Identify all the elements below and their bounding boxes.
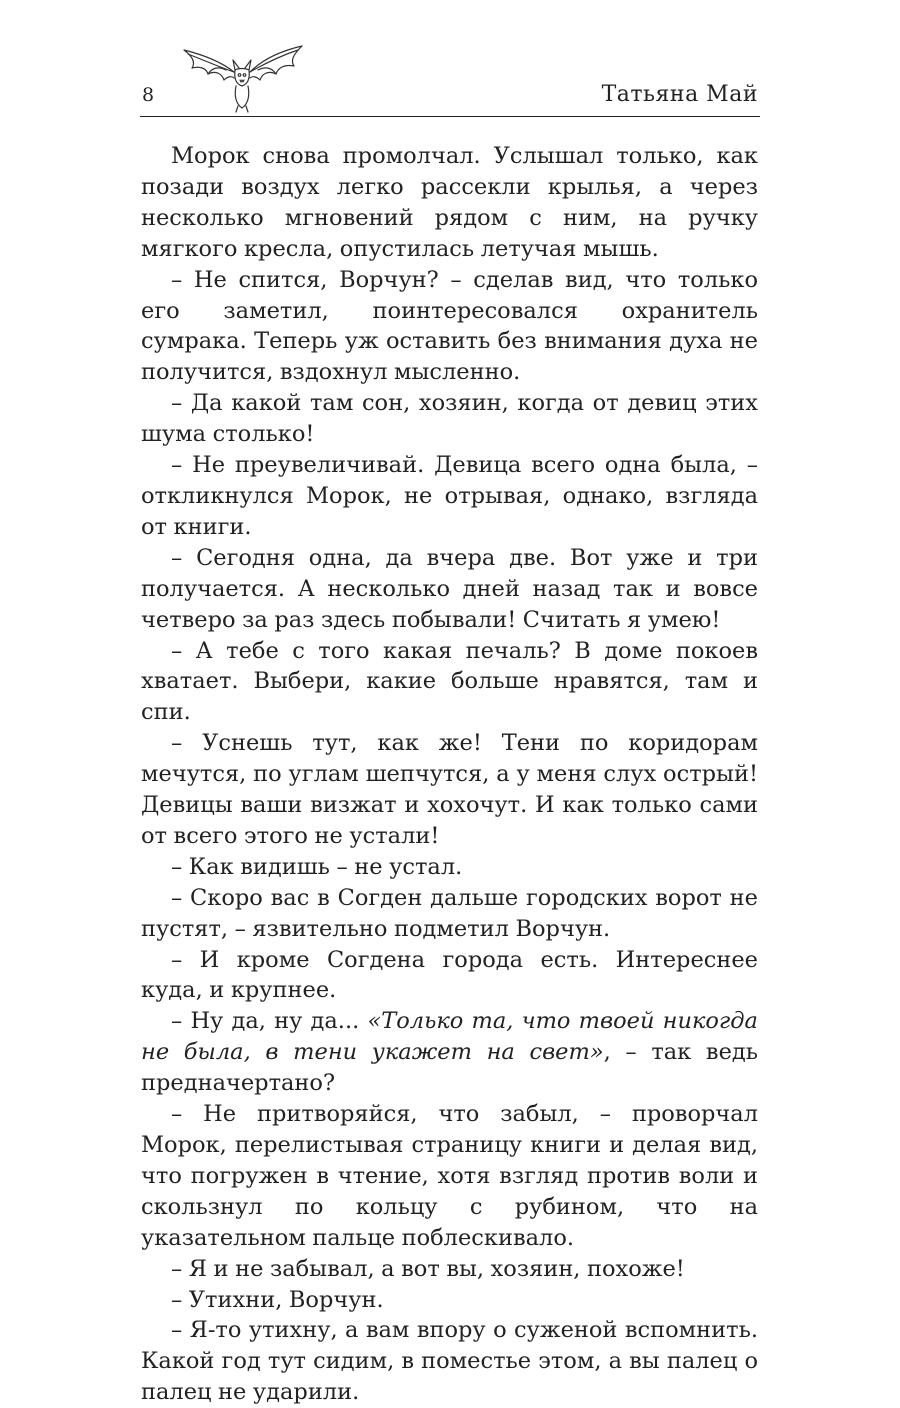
page-number: 8 [142,84,155,106]
paragraph: Морок снова промолчал. Услышал только, как позади воздух легко рассекли крылья, а через несколько мгновений рядом с ним, на ручку мягкого кресла, опустилась летучая мышь. [141,143,758,262]
page-header [140,40,760,118]
paragraph: – Как видишь – не устал. [171,853,463,880]
book-text [141,141,758,1406]
paragraph: – Не притворяйся, что забыл, – проворчал Морок, перелистывая страницу книги и делая вид, что погружен в чтение, хотя взгляд против воли и скользнул по кольцу с рубином, что на указательном пальце поблескивало. [141,1101,758,1251]
prophecy-quote: «Только та, что твоей никогда не была, в тени укажет на свет» [141,1008,758,1066]
running-header-author: Татьяна Май [601,82,758,107]
paragraph: – Я-то утихну, а вам впору о суженой вспомнить. Какой год тут сидим, в поместье этом, а вы палец о палец не ударили. [141,1317,758,1406]
paragraph-lead: – Ну да, ну да... [171,1008,368,1035]
header-divider [140,116,760,117]
paragraph: – Не спится, Ворчун? – сделав вид, что только его заметил, поинтересовался охранитель сумрака. Теперь уж оставить без внимания духа не получится, вздохнул мысленно. [141,266,758,386]
paragraph: – Да какой там сон, хозяин, когда от девиц этих шума столько! [141,390,758,448]
paragraph: – Уснешь тут, как же! Тени по коридорам мечутся, по углам шепчутся, а у меня слух острый! Девицы ваши визжат и хохочут. И как только сами от всего этого не устали! [141,730,758,849]
paragraph: – Не преувеличивай. Девица всего одна была, – откликнулся Морок, не отрывая, однако, взгляда от книги. [141,452,758,540]
paragraph: – Утихни, Ворчун. [171,1286,384,1313]
paragraph: – Я и не забывал, а вот вы, хозяин, похоже! [171,1255,685,1282]
bat-icon [178,42,306,114]
paragraph-with-quote [141,1006,758,1099]
paragraph-tail: , – так ведь предначертано? [141,1039,758,1097]
paragraph: – А тебе с того какая печаль? В доме покоев хватает. Выбери, какие больше нравятся, там и спи. [141,637,758,726]
paragraph: – Скоро вас в Согден дальше городских ворот не пустят, – язвительно подметил Ворчун. [141,884,758,942]
paragraph: – Сегодня одна, да вчера две. Вот уже и три получается. А несколько дней назад так и вовсе четверо за раз здесь побывали! Считать я умею! [141,544,758,633]
paragraph: – И кроме Согдена города есть. Интереснее куда, и крупнее. [141,946,758,1004]
